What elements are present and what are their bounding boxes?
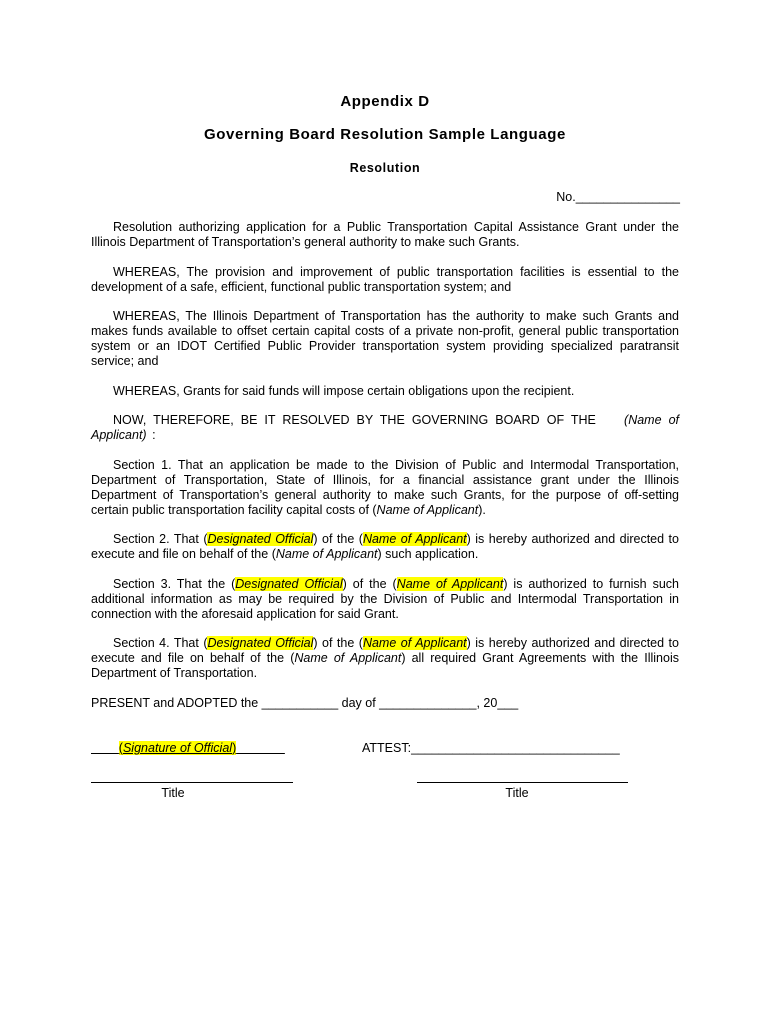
applicant-placeholder: Name of Applicant xyxy=(376,503,479,517)
intro-text: Resolution authorizing application for a Public Transportation Capital Assistance Grant under the Illinois Department of Transportation’s general authority to make such Grants. xyxy=(91,220,679,249)
adopted-line: PRESENT and ADOPTED the ___________ day of ______________, 20___ xyxy=(91,696,519,710)
section-3-paragraph xyxy=(91,577,679,622)
applicant-placeholder: Name of Applicant xyxy=(362,532,467,546)
applicant-placeholder: Name of Applicant xyxy=(362,636,467,650)
resolution-number: No._______________ xyxy=(556,190,680,204)
whereas-text: WHEREAS, The provision and improvement of public transportation facilities is essential to the development of a safe, efficient, functional public transportation system; and xyxy=(91,265,679,294)
signature-field[interactable]: (Signature of Official) xyxy=(118,741,237,755)
section-3-text: ) of the ( xyxy=(342,577,397,591)
resolved-suffix: : xyxy=(146,428,156,442)
whereas-text: WHEREAS, Grants for said funds will impose certain obligations upon the recipient. xyxy=(113,384,575,398)
attest-line: ______________________________ xyxy=(411,741,620,755)
applicant-placeholder: Name of Applicant xyxy=(294,651,402,665)
whereas-paragraph-1 xyxy=(91,265,679,295)
document-title: Governing Board Resolution Sample Language xyxy=(204,126,566,143)
section-4-text: ) is hereby authorized and directed to execute and file on behalf of the ( xyxy=(91,636,679,665)
official-placeholder: Designated Official xyxy=(207,636,314,650)
section-2-text: ) of the ( xyxy=(313,532,363,546)
title-label-left: Title xyxy=(161,786,185,800)
title-label-right: Title xyxy=(505,786,529,800)
section-2-text: Section 2. That ( xyxy=(113,532,208,546)
whereas-paragraph-3 xyxy=(91,384,679,399)
appendix-heading: Appendix D xyxy=(340,93,430,110)
section-4-text: Section 4. That ( xyxy=(113,636,208,650)
section-4-paragraph xyxy=(91,636,679,681)
title-line-right[interactable] xyxy=(417,782,628,783)
document-subtitle: Resolution xyxy=(349,161,421,175)
attest-field[interactable] xyxy=(362,741,620,755)
applicant-placeholder: (Name of Applicant) xyxy=(91,413,679,442)
section-3-text: Section 3. That the ( xyxy=(113,577,236,591)
title-line-left[interactable] xyxy=(91,782,293,783)
section-4-text: ) all required Grant Agreements with the Illinois Department of Transportation. xyxy=(91,651,679,680)
applicant-placeholder: Name of Applicant xyxy=(275,547,378,561)
section-1-paragraph xyxy=(91,458,679,518)
section-2-text: ) such application. xyxy=(377,547,479,561)
resolved-text: NOW, THEREFORE, BE IT RESOLVED BY THE GOVERNING BOARD OF THE xyxy=(113,413,596,427)
official-placeholder: Designated Official xyxy=(235,577,343,591)
section-1-text: Section 1. That an application be made to the Division of Public and Intermodal Transportation, Department of Transportation, State of Illinois, for a financial assistance grant under the Illinois Department of Transportation’s general authority to make such Grants, for the purpose of off-setting certain public transportation facility capital costs of ( xyxy=(91,458,679,517)
resolved-paragraph xyxy=(91,413,679,443)
signature-placeholder: Signature of Official xyxy=(122,741,233,755)
section-2-text: ) is hereby authorized and directed to execute and file on behalf of the ( xyxy=(91,532,679,561)
section-1-end: ). xyxy=(478,503,486,517)
applicant-placeholder: Name of Applicant xyxy=(396,577,504,591)
intro-paragraph xyxy=(91,220,679,250)
section-2-paragraph xyxy=(91,532,679,562)
official-placeholder: Designated Official xyxy=(207,532,314,546)
section-4-text: ) of the ( xyxy=(313,636,363,650)
whereas-paragraph-2 xyxy=(91,309,679,369)
section-3-text: ) is authorized to furnish such additional information as may be required by the Division of Public and Intermodal Transportation in connection with the aforesaid application for said Grant. xyxy=(91,577,679,621)
attest-label: ATTEST: xyxy=(362,741,412,755)
whereas-text: WHEREAS, The Illinois Department of Transportation has the authority to make such Grants and makes funds available to offset certain capital costs of a private non-profit, general public transportation system or an IDOT Certified Public Provider transportation system providing specialized paratransit service; and xyxy=(91,309,679,368)
